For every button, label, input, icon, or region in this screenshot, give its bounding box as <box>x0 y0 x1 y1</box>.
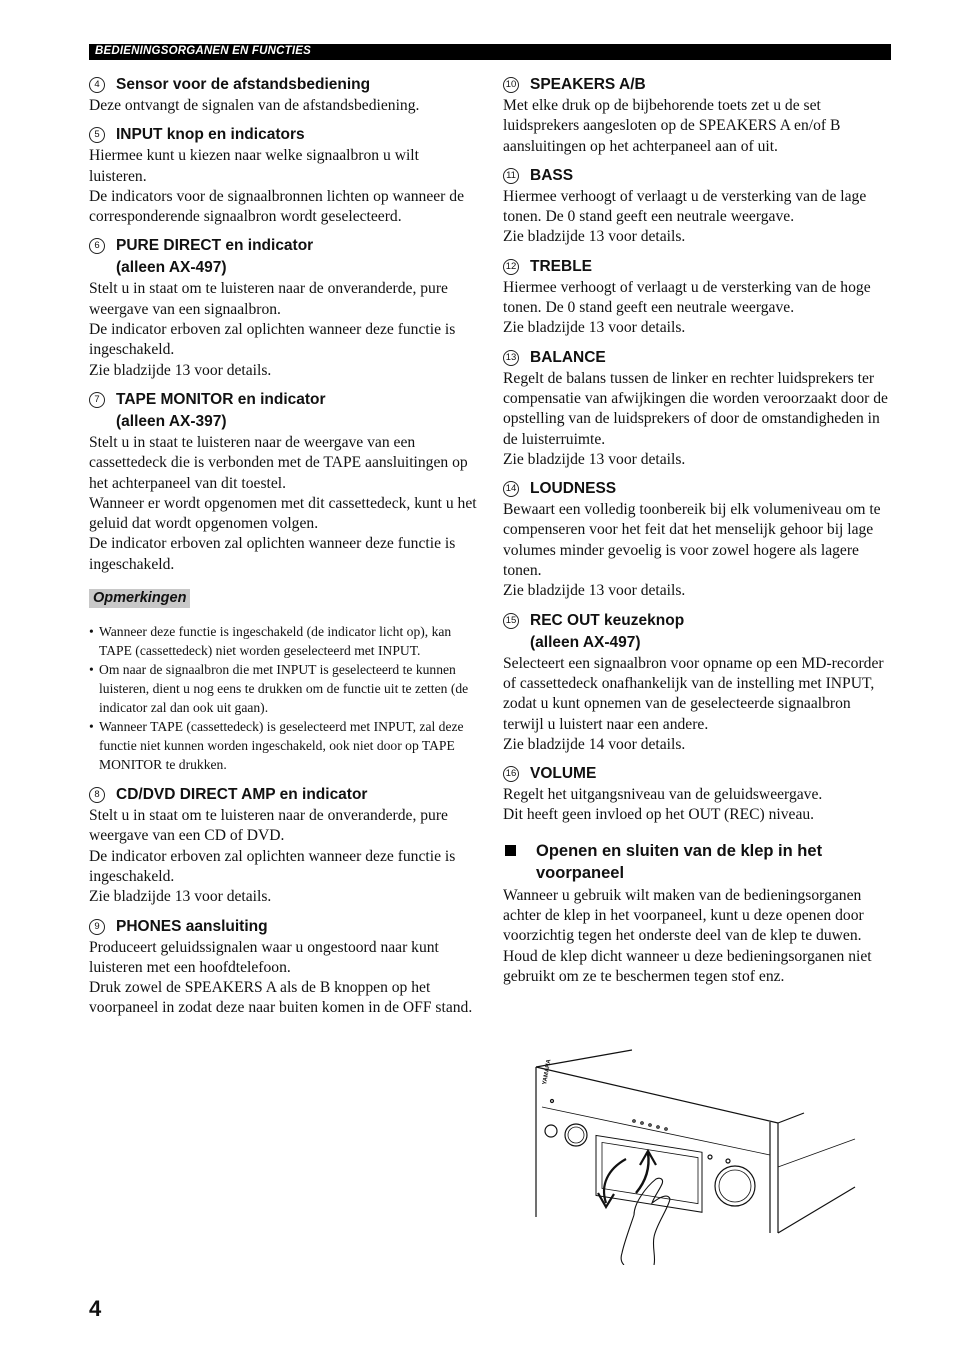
item-subtitle: (alleen AX-397) <box>116 412 227 430</box>
circled-number-icon: 15 <box>503 613 519 629</box>
paragraph: Zie bladzijde 13 voor details. <box>89 361 272 379</box>
paragraph: Deze ontvangt de signalen van de afstandsbediening. <box>89 97 420 114</box>
item-title: SPEAKERS A/B <box>530 76 646 93</box>
paragraph: Produceert geluidssignalen waar u ongestoord naar kunt luisteren met een hoofdtelefoon. <box>89 938 439 976</box>
paragraph: Zie bladzijde 13 voor details. <box>503 450 686 468</box>
item-16 <box>503 763 893 826</box>
item-title: BALANCE <box>530 348 606 366</box>
item-heading <box>89 124 477 146</box>
section-header-title: BEDIENINGSORGANEN EN FUNCTIES <box>95 45 312 57</box>
item-title: LOUDNESS <box>530 480 617 498</box>
item-10 <box>503 74 893 157</box>
section-header-bar <box>89 44 891 60</box>
item-heading-text <box>116 124 305 146</box>
paragraph: Hiermee verhoogt of verlaagt u de versterking van de lage tonen. De 0 stand geeft een neutrale weergave. <box>503 187 867 226</box>
note-item: • Om naar de signaalbron die met INPUT is geselecteerd te kunnen luisteren, dient u nog eens te drukken om de functie uit te zetten (de indicator zal dan ook uit gaan). <box>89 660 477 717</box>
section-body <box>503 886 893 987</box>
right-column <box>503 72 893 987</box>
item-heading-text <box>116 74 370 96</box>
paragraph: Zie bladzijde 13 voor details. <box>503 228 686 246</box>
circled-number-icon: 6 <box>89 238 105 254</box>
item-title: PHONES aansluiting <box>116 917 268 935</box>
item-4 <box>89 74 477 116</box>
notes-block <box>89 583 477 774</box>
item-body <box>89 279 477 380</box>
item-body <box>89 938 477 1019</box>
item-14 <box>503 478 893 601</box>
item-heading <box>503 763 893 785</box>
item-body <box>503 96 893 157</box>
paragraph: Stelt u in staat om te luisteren naar de onveranderde, pure weergave van een CD of DVD. <box>89 807 448 845</box>
circled-number-icon: 11 <box>503 168 519 184</box>
brand-logo: YAMAHA <box>542 1058 553 1086</box>
circled-number-icon: 9 <box>89 919 105 935</box>
item-5 <box>89 124 477 227</box>
circled-number-icon: 5 <box>89 127 105 143</box>
circled-number-icon: 7 <box>89 392 105 408</box>
paragraph: De indicator erboven zal oplichten wanneer deze functie is ingeschakeld. <box>89 535 456 573</box>
item-title: TAPE MONITOR en indicator <box>116 390 326 408</box>
paragraph: Hiermee verhoogt of verlaagt u de versterking van de hoge tonen. De 0 stand geeft een neutrale weergave. <box>503 278 871 317</box>
item-heading-text <box>530 763 596 785</box>
circled-number-icon: 10 <box>503 77 519 93</box>
paragraph: De indicator erboven zal oplichten wanneer deze functie is ingeschakeld. <box>89 847 456 885</box>
receiver-front-panel-illustration <box>530 1047 860 1265</box>
item-title: PURE DIRECT en indicator <box>116 237 314 255</box>
item-body <box>503 785 893 826</box>
section-heading-text: Openen en sluiten van de klep in het voorpaneel <box>536 841 823 882</box>
paragraph: Wanneer u gebruik wilt maken van de bedieningsorganen achter de klep in het voorpaneel, kunt u deze openen door voorzichtig tegen het onderste deel van de klep te duwen. Houd de klep dicht wanneer u deze bedieningsorganen niet gebruikt om ze te beschermen tegen stof enz. <box>503 886 872 985</box>
paragraph: Zie bladzijde 14 voor details. <box>503 735 686 753</box>
item-heading <box>503 610 893 654</box>
item-9 <box>89 916 477 1019</box>
item-heading <box>89 235 477 279</box>
item-title: INPUT knop en indicators <box>116 126 305 144</box>
item-title: VOLUME <box>530 765 597 783</box>
item-heading-text <box>116 916 268 938</box>
left-column <box>89 72 477 1027</box>
item-body <box>503 369 893 470</box>
item-body <box>89 433 477 575</box>
item-heading-text <box>116 389 326 433</box>
circled-number-icon: 13 <box>503 350 519 366</box>
paragraph: Regelt de balans tussen de linker en rechter luidsprekers ter compensatie van afwijkingen die worden veroorzaakt door de opstelling van de luidsprekers of door de omstandigheden in de luisterruimte. <box>503 369 888 448</box>
item-title: REC OUT keuzeknop <box>530 611 685 629</box>
paragraph: Bewaart een volledig toonbereik bij elk volumeniveau om te compenseren voor het feit dat het menselijk gehoor bij lage volumes minder gevoelig is voor zowel hogere als lagere tonen. <box>503 501 881 580</box>
item-11 <box>503 165 893 248</box>
paragraph: Dit heeft geen invloed op het OUT (REC) niveau. <box>503 806 815 824</box>
circled-number-icon: 8 <box>89 787 105 803</box>
item-heading <box>503 74 893 96</box>
item-6 <box>89 235 477 380</box>
circled-number-icon: 12 <box>503 259 519 275</box>
page-number: 4 <box>89 1296 102 1321</box>
paragraph: Regelt het uitgangsniveau van de geluidsweergave. <box>503 786 823 804</box>
circled-number-icon: 4 <box>89 77 105 93</box>
item-15 <box>503 610 893 755</box>
item-heading-text <box>530 478 616 500</box>
item-heading-text <box>530 74 646 96</box>
section-heading <box>503 840 893 884</box>
paragraph: Zie bladzijde 13 voor details. <box>503 319 686 337</box>
item-heading-text <box>116 784 367 806</box>
notes-label: Opmerkingen <box>89 589 190 608</box>
item-heading-text <box>116 235 313 279</box>
paragraph: Hiermee kunt u kiezen naar welke signaalbron u wilt luisteren. <box>89 147 419 185</box>
paragraph: De indicator erboven zal oplichten wanneer deze functie is ingeschakeld. <box>89 321 456 359</box>
note-item: • Wanneer TAPE (cassettedeck) is geselecteerd met INPUT, zal deze functie niet kunnen worden ingeschakeld, ook niet door op TAPE MONITOR te drukken. <box>89 717 477 774</box>
paragraph: Met elke druk op de bijbehorende toets zet u de set luidsprekers aangesloten op de SPEAKERS A en/of B aansluitingen op het achterpaneel aan of uit. <box>503 97 841 155</box>
item-body <box>89 806 477 907</box>
item-heading-text <box>530 165 573 187</box>
item-body <box>89 96 477 116</box>
item-8 <box>89 784 477 907</box>
item-heading-text <box>530 610 684 654</box>
item-heading-text <box>530 256 592 278</box>
item-body <box>89 146 477 227</box>
square-bullet-icon <box>505 845 516 856</box>
item-heading <box>503 256 893 278</box>
item-body <box>503 278 893 339</box>
paragraph: Zie bladzijde 13 voor details. <box>503 582 686 600</box>
item-heading <box>503 165 893 187</box>
note-item: • Wanneer deze functie is ingeschakeld (de indicator licht op), kan TAPE (cassettedeck) niet worden geselecteerd met INPUT. <box>89 622 477 660</box>
notes-list <box>89 622 477 774</box>
paragraph: Zie bladzijde 13 voor details. <box>89 888 272 906</box>
item-title: BASS <box>530 166 574 184</box>
paragraph: Wanneer er wordt opgenomen met dit cassettedeck, kunt u het geluid dat wordt opgenomen volgen. <box>89 494 477 533</box>
item-subtitle: (alleen AX-497) <box>530 633 641 651</box>
item-title: TREBLE <box>530 257 592 275</box>
item-title: CD/DVD DIRECT AMP en indicator <box>116 786 368 804</box>
circled-number-icon: 16 <box>503 766 519 782</box>
item-13 <box>503 347 893 470</box>
item-heading <box>503 347 893 369</box>
paragraph: Selecteert een signaalbron voor opname op een MD-recorder of cassettedeck onafhankelijk van de instelling met INPUT, zodat u kunt opnemen van de geselecteerde signaalbron terwijl u luistert naar een andere. <box>503 654 884 733</box>
paragraph: De indicators voor de signaalbronnen lichten op wanneer de corresponderende signaalbron wordt geselecteerd. <box>89 187 464 226</box>
item-body <box>503 500 893 601</box>
item-7 <box>89 389 477 575</box>
item-heading <box>503 478 893 500</box>
paragraph: Stelt u in staat om te luisteren naar de onveranderde, pure weergave van een signaalbron. <box>89 280 448 318</box>
item-title: Sensor voor de afstandsbediening <box>116 76 371 93</box>
item-heading <box>89 389 477 433</box>
item-heading <box>89 916 477 938</box>
item-body <box>503 187 893 248</box>
item-heading <box>89 784 477 806</box>
item-heading-text <box>530 347 606 369</box>
item-subtitle: (alleen AX-497) <box>116 259 227 277</box>
paragraph: Stelt u in staat te luisteren naar de weergave van een cassettedeck die is verbonden met de TAPE aansluitingen op het achterpaneel van dit toestel. <box>89 433 468 492</box>
item-body <box>503 654 893 755</box>
item-heading <box>89 74 477 96</box>
circled-number-icon: 14 <box>503 481 519 497</box>
item-12 <box>503 256 893 339</box>
paragraph: Druk zowel de SPEAKERS A als de B knoppen op het voorpaneel in zodat deze naar buiten komen in de OFF stand. <box>89 979 473 1017</box>
